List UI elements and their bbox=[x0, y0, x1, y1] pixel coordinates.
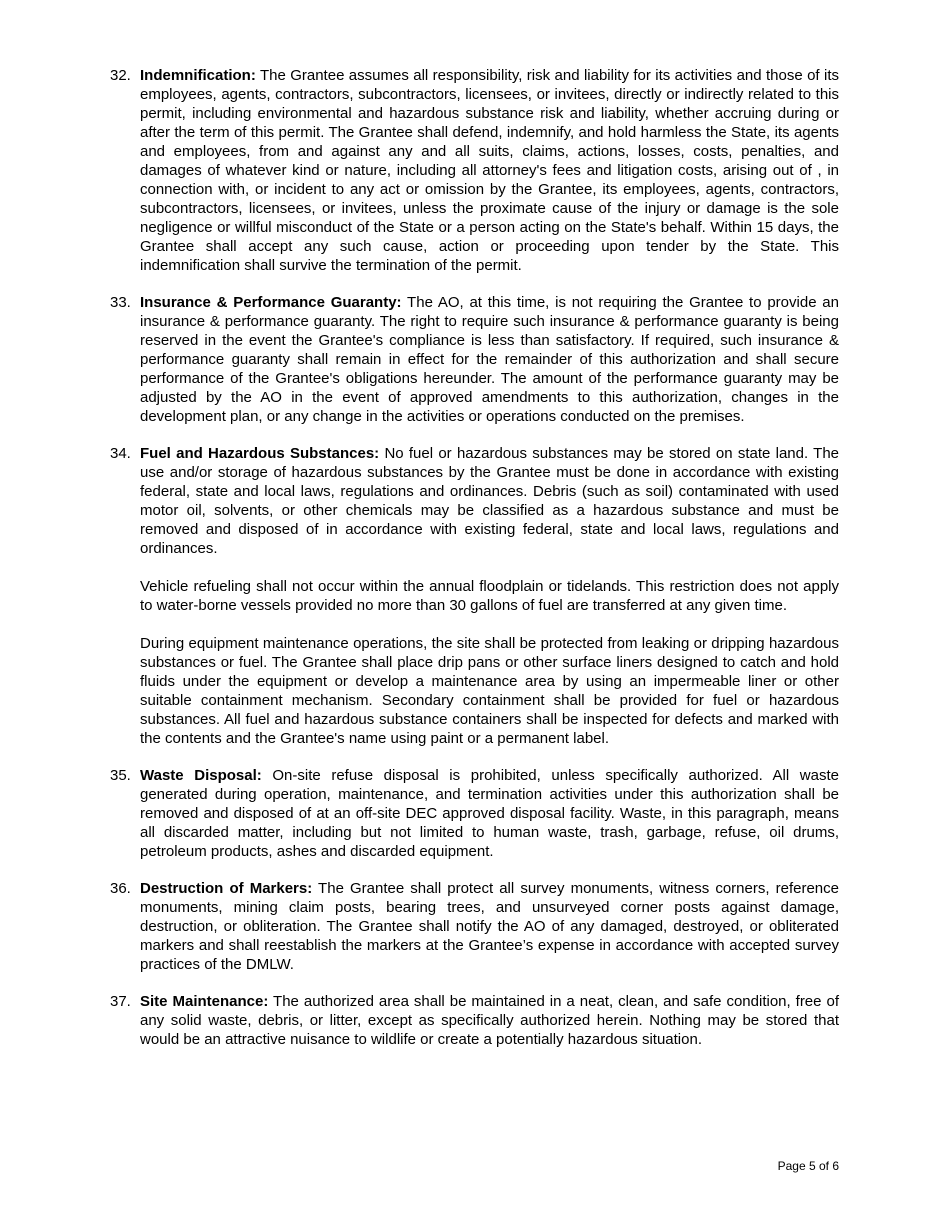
clause-text: The authorized area shall be maintained in a neat, clean, and safe condition, free of any solid waste, debris, or litter, except as specifically authorized herein. Nothing may be stored that would be an attractive nuisance to wildlife or create a potentially hazardous situation. bbox=[140, 993, 839, 1048]
page-number: Page 5 of 6 bbox=[777, 1159, 839, 1173]
clause-title: Destruction of Markers: bbox=[140, 880, 313, 897]
clause-paragraph bbox=[140, 66, 839, 275]
document-body bbox=[110, 66, 839, 1067]
clause-32 bbox=[110, 66, 839, 275]
clause-text: The AO, at this time, is not requiring the Grantee to provide an insurance & performance guaranty. The right to require such insurance & performance guaranty is being reserved in the event the Grantee's compliance is less than satisfactory. If required, such insurance & performance guaranty shall remain in effect for the remainder of this authorization and shall secure performance of the Grantee's obligations hereunder. The amount of the performance guaranty may be adjusted by the AO in the event of approved amendments to this authorization, changes in the development plan, or any change in the activities or operations conducted on the premises. bbox=[140, 294, 839, 425]
clause-34 bbox=[110, 444, 839, 748]
clause-33 bbox=[110, 293, 839, 426]
clause-number: 35. bbox=[110, 767, 131, 784]
clause-number: 33. bbox=[110, 294, 131, 311]
clause-number: 36. bbox=[110, 880, 131, 897]
clause-number: 32. bbox=[110, 67, 131, 84]
clause-35 bbox=[110, 766, 839, 861]
clause-paragraph bbox=[140, 879, 839, 974]
clause-text: The Grantee shall protect all survey monuments, witness corners, reference monuments, mining claim posts, bearing trees, and unsurveyed corner posts against damage, destruction, or obliteration. The Grantee shall notify the AO of any damaged, destroyed, or obliterated markers and shall reestablish the markers at the Grantee’s expense in accordance with accepted survey practices of the DMLW. bbox=[140, 880, 839, 973]
clause-title: Site Maintenance: bbox=[140, 993, 269, 1010]
clause-title: Indemnification: bbox=[140, 67, 256, 84]
clause-37 bbox=[110, 992, 839, 1049]
clause-paragraph bbox=[140, 444, 839, 558]
clause-number: 37. bbox=[110, 993, 131, 1010]
clause-title: Waste Disposal: bbox=[140, 767, 262, 784]
clause-paragraph: Vehicle refueling shall not occur within the annual floodplain or tidelands. This restriction does not apply to water-borne vessels provided no more than 30 gallons of fuel are transferred at any given time. bbox=[140, 578, 839, 614]
clause-text: The Grantee assumes all responsibility, risk and liability for its activities and those of its employees, agents, contractors, subcontractors, licensees, or invitees, directly or indirectly related to this permit, including environmental and hazardous substance risk and liability, whether accruing during or after the term of this permit. The Grantee shall defend, indemnify, and hold harmless the State, its agents and employees, from and against any and all suits, claims, actions, losses, costs, penalties, and damages of whatever kind or nature, including all attorney's fees and litigation costs, arising out of , in connection with, or incident to any act or omission by the Grantee, its employees, agents, contractors, subcontractors, licensees, or invitees, unless the proximate cause of the injury or damage is the sole negligence or willful misconduct of the State or a person acting on the State's behalf. Within 15 days, the Grantee shall accept any such cause, action or proceeding upon tender by the State. This indemnification shall survive the termination of the permit. bbox=[140, 67, 839, 274]
clause-paragraph bbox=[140, 293, 839, 426]
clause-title: Fuel and Hazardous Substances: bbox=[140, 445, 380, 462]
clause-number: 34. bbox=[110, 445, 131, 462]
clause-36 bbox=[110, 879, 839, 974]
clause-paragraph bbox=[140, 766, 839, 861]
clause-text: No fuel or hazardous substances may be stored on state land. The use and/or storage of hazardous substances by the Grantee must be done in accordance with existing federal, state and local laws, regulations and ordinances. Debris (such as soil) contaminated with used motor oil, solvents, or other chemicals may be classified as a hazardous substance and must be removed and disposed of in accordance with existing federal, state and local laws, regulations and ordinances. bbox=[140, 445, 840, 557]
clause-title: Insurance & Performance Guaranty: bbox=[140, 294, 402, 311]
clause-paragraph bbox=[140, 992, 839, 1049]
clause-paragraph: During equipment maintenance operations, the site shall be protected from leaking or dripping hazardous substances or fuel. The Grantee shall place drip pans or other surface liners designed to catch and hold fluids under the equipment or develop a maintenance area by using an impermeable liner or other suitable containment mechanism. Secondary containment shall be provided for fuel or hazardous substances. All fuel and hazardous substance containers shall be inspected for defects and marked with the contents and the Grantee's name using paint or a permanent label. bbox=[140, 635, 839, 747]
clause-text: On-site refuse disposal is prohibited, unless specifically authorized. All waste generated during operation, maintenance, and termination activities under this authorization shall be removed and disposed of at an off-site DEC approved disposal facility. Waste, in this paragraph, means all discarded matter, including but not limited to human waste, trash, garbage, refuse, oil drums, petroleum products, ashes and discarded equipment. bbox=[140, 767, 839, 860]
